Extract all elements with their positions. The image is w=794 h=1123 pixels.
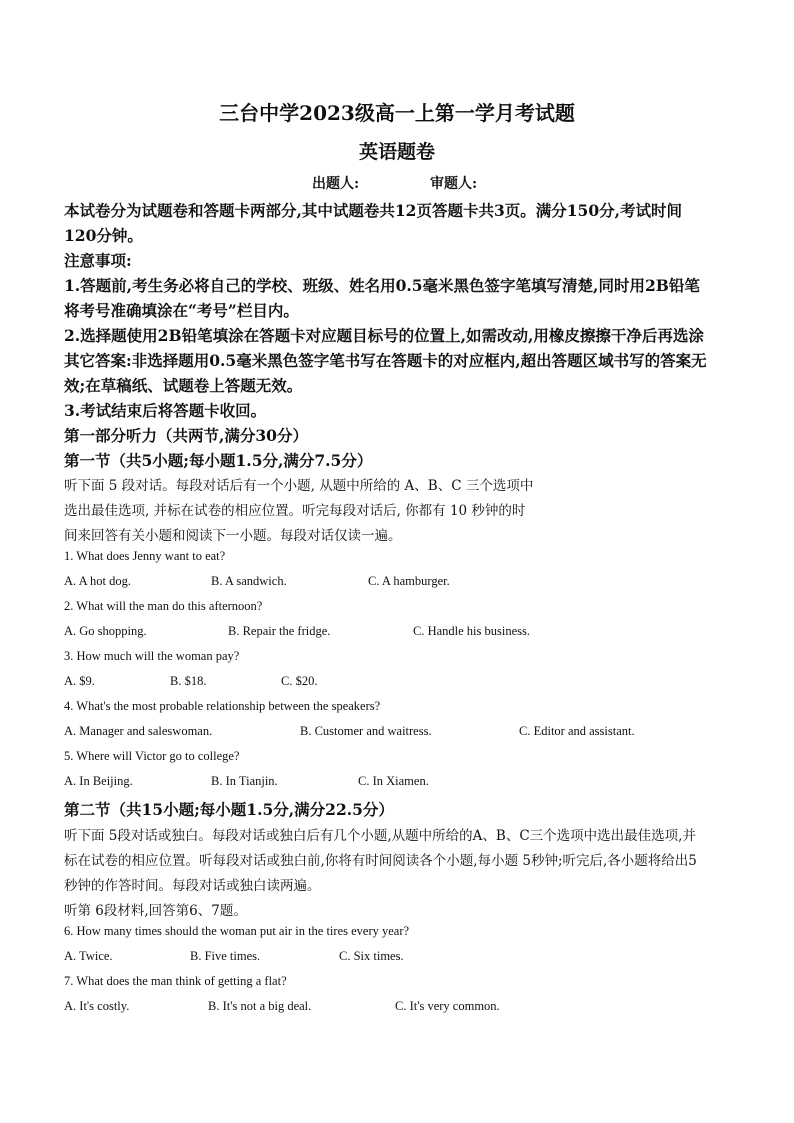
q1-option-b: B. A sandwich. [211,574,287,588]
note-2-line-2: 其它答案:非选择题用0.5毫米黑色签字笔书写在答题卡的对应框内,超出答题区域书写的答案无 [64,351,707,370]
exam-subtitle: 英语题卷 [358,141,435,163]
q6-option-b: B. Five times. [190,949,261,963]
q3-option-a: A. $9. [64,674,95,688]
note-2-line-1: 2.选择题使用2B铅笔填涂在答题卡对应题目标号的位置上,如需改动,用橡皮擦擦干净后再选涂 [64,326,704,345]
section1-instruction-line-1: 听下面 5 段对话。每段对话后有一个小题, 从题中所给的 A、B、C 三个选项中 [64,478,534,494]
q1-option-c: C. A hamburger. [368,574,450,588]
question-7: 7. What does the man think of getting a flat? [64,974,287,988]
q7-option-c: C. It's very common. [395,999,500,1013]
question-3: 3. How much will the woman pay? [64,649,240,663]
question-5: 5. Where will Victor go to college? [64,749,240,763]
q2-option-a: A. Go shopping. [64,624,147,638]
section2-instruction-line-3: 秒钟的作答时间。每段对话或独白读两遍。 [64,878,321,894]
section2-instruction-line-2: 标在试卷的相应位置。听每段对话或独白前,你将有时间阅读各个小题,每小题 5秒钟;听完后,各小题将给出5 [64,853,697,869]
q3-option-c: C. $20. [281,674,318,688]
section2-instruction-line-1: 听下面 5段对话或独白。每段对话或独白后有几个小题,从题中所给的A、B、C三个选项中选出最佳选项,并 [64,828,696,844]
section1-instruction-line-3: 间来回答有关小题和阅读下一小题。每段对话仅读一遍。 [64,528,402,544]
notes-heading: 注意事项: [64,251,132,270]
reviewer-label: 审题人: [430,176,478,192]
note-1-line-2: 将考号准确填涂在“考号”栏目内。 [64,301,299,320]
part1-heading: 第一部分听力（共两节,满分30分） [64,426,308,445]
q2-option-c: C. Handle his business. [413,624,531,638]
q4-option-c: C. Editor and assistant. [519,724,635,738]
section2-heading: 第二节（共15小题;每小题1.5分,满分22.5分） [64,800,394,819]
section1-heading: 第一节（共5小题;每小题1.5分,满分7.5分） [64,451,373,470]
section1-instruction-line-2: 选出最佳选项, 并标在试卷的相应位置。听完每段对话后, 你都有 10 秒钟的时 [64,503,526,519]
q7-option-b: B. It's not a big deal. [208,999,312,1013]
material-note: 听第 6段材料,回答第6、7题。 [64,903,247,919]
intro-line-1: 本试卷分为试题卷和答题卡两部分,其中试题卷共12页答题卡共3页。满分150分,考试时间 [64,201,683,220]
q2-option-b: B. Repair the fridge. [228,624,331,638]
q6-option-a: A. Twice. [64,949,113,963]
question-6: 6. How many times should the woman put air in the tires every year? [64,924,410,938]
q7-option-a: A. It's costly. [64,999,130,1013]
note-1-line-1: 1.答题前,考生务必将自己的学校、班级、姓名用0.5毫米黑色签字笔填写清楚,同时用2B铅笔 [64,276,700,295]
exam-title: 三台中学2023级高一上第一学月考试题 [219,101,575,125]
q3-option-b: B. $18. [170,674,207,688]
q4-option-b: B. Customer and waitress. [300,724,432,738]
question-4: 4. What's the most probable relationship between the speakers? [64,699,381,713]
intro-line-2: 120分钟。 [64,226,143,245]
setter-label: 出题人: [312,176,360,192]
q1-option-a: A. A hot dog. [64,574,132,588]
q5-option-b: B. In Tianjin. [211,774,278,788]
question-2: 2. What will the man do this afternoon? [64,599,263,613]
question-1: 1. What does Jenny want to eat? [64,549,226,563]
note-3: 3.考试结束后将答题卡收回。 [64,401,267,420]
q6-option-c: C. Six times. [339,949,404,963]
note-2-line-3: 效;在草稿纸、试题卷上答题无效。 [64,376,303,395]
q4-option-a: A. Manager and saleswoman. [64,724,213,738]
q5-option-c: C. In Xiamen. [358,774,429,788]
q5-option-a: A. In Beijing. [64,774,133,788]
